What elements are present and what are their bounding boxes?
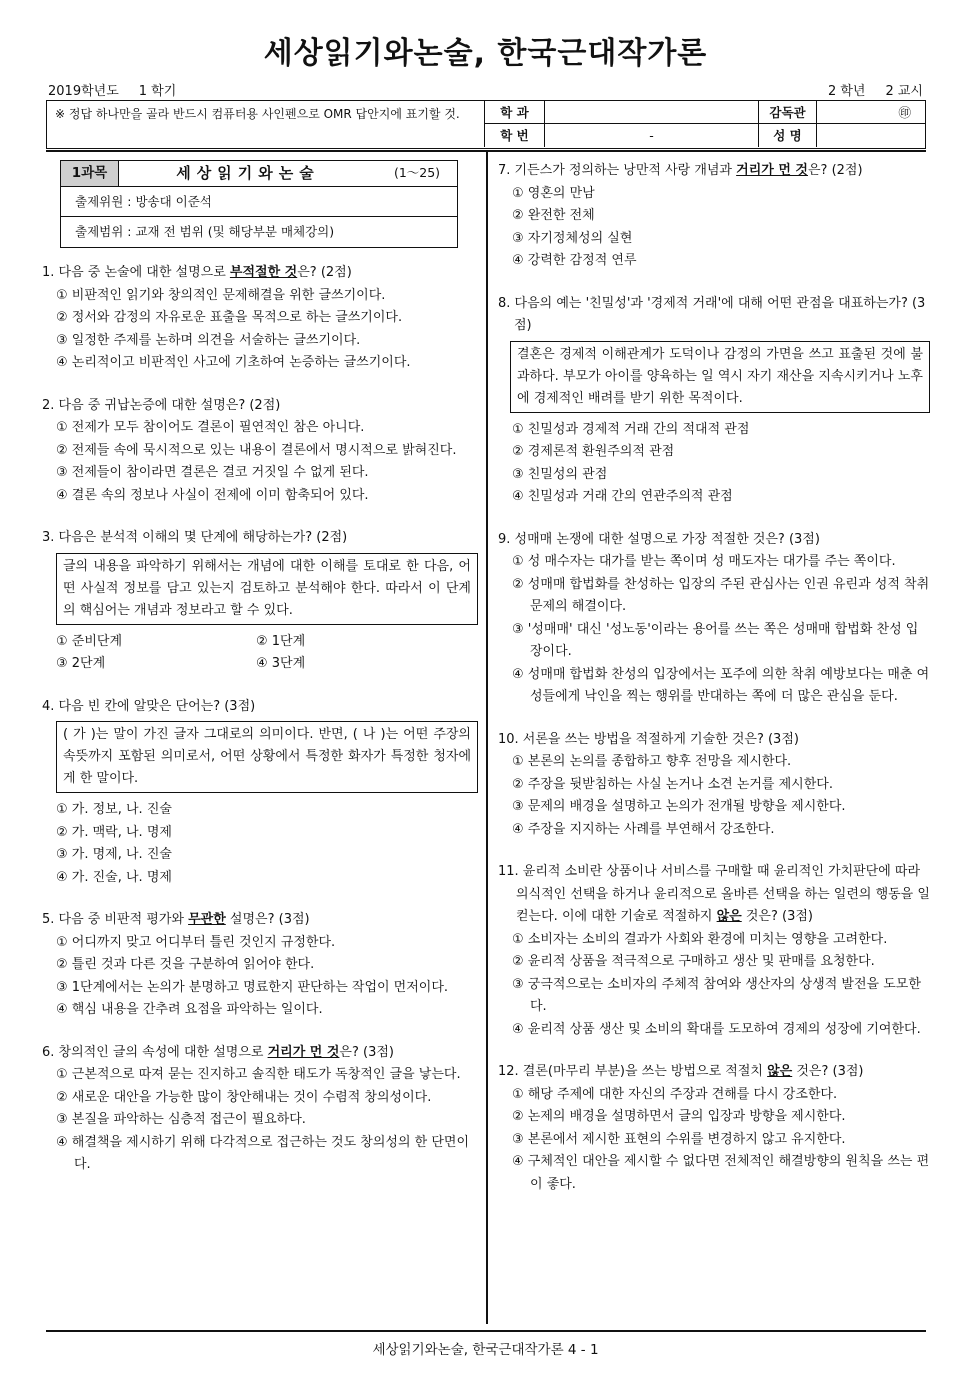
- exam-semester: 1 학기: [138, 84, 177, 99]
- option-2: ② 정서와 감정의 자유로운 표출을 목적으로 하는 글쓰기이다.: [56, 310, 403, 325]
- supervisor-seal-field[interactable]: ㊞: [898, 105, 911, 120]
- option-2: ② 성매매 합법화를 찬성하는 입장의 주된 관심사는 인권 유린과 성적 착취 문제의 해결이다.: [512, 576, 930, 614]
- column-divider: [486, 152, 488, 1324]
- option-4: ④ 해결책을 제시하기 위해 다각적으로 접근하는 것도 창의성의 한 단면이다.: [56, 1134, 470, 1172]
- option-2: ② 주장을 뒷받침하는 사실 논거나 소견 논거를 제시한다.: [512, 776, 833, 792]
- option-4: ④ 강력한 감정적 연루: [512, 253, 637, 268]
- option-3: ③ 2단계: [56, 656, 106, 671]
- emphasis: 무관한: [188, 912, 226, 927]
- option-1: ① 영혼의 만남: [512, 185, 595, 201]
- question-5: [42, 909, 478, 1022]
- question-stem: 1. 다음 중 논술에 대한 설명으로 부적절한 것은? (2점): [42, 265, 352, 280]
- subject-header: [61, 161, 457, 187]
- option-2: ② 가. 맥락, 나. 명제: [56, 824, 172, 840]
- option-2: ② 경제론적 환원주의적 관점: [512, 444, 675, 459]
- option-1: ① 준비단계: [56, 633, 123, 649]
- info-row-id: [485, 124, 925, 147]
- option-2: ② 틀린 것과 다른 것을 구분하여 읽어야 한다.: [56, 957, 315, 972]
- question-9: [498, 529, 930, 709]
- student-id-field[interactable]: -: [545, 124, 759, 147]
- option-1: ① 가. 정보, 나. 진술: [56, 802, 172, 817]
- emphasis: 않은: [716, 909, 742, 924]
- options-grid: [42, 631, 478, 676]
- student-id-label: 학 번: [485, 124, 545, 147]
- option-3: ③ 자기정체성의 실현: [512, 230, 633, 246]
- option-4: ④ 성매매 합법화 찬성의 입장에서는 포주에 의한 착취 예방보다는 매춘 여성들에게 낙인을 찍는 행위를 반대하는 쪽에 더 많은 관심을 둔다.: [512, 666, 930, 704]
- exam-period: 2 교시: [885, 84, 923, 99]
- option-1: ① 비판적인 읽기와 창의적인 문제해결을 위한 글쓰기이다.: [56, 287, 386, 303]
- right-column: [498, 160, 930, 1216]
- option-1: ① 성 매수자는 대가를 받는 쪽이며 성 매도자는 대가를 주는 쪽이다.: [512, 554, 896, 569]
- option-2: ② 전제들 속에 묵시적으로 있는 내용이 결론에서 명시적으로 밝혀진다.: [56, 442, 457, 458]
- question-stem: 8. 다음의 예는 '친밀성'과 '경제적 거래'에 대해 어떤 관점을 대표하는가? (3점): [498, 295, 926, 333]
- name-field[interactable]: [817, 124, 925, 147]
- option-2: ② 윤리적 상품을 적극적으로 구매하고 생산 및 판매를 요청한다.: [512, 954, 875, 969]
- option-4: ④ 핵심 내용을 간추려 요점을 파악하는 일이다.: [56, 1002, 323, 1017]
- subject-author: 출제위원 : 방송대 이준석: [61, 187, 457, 217]
- name-label: 성 명: [759, 124, 817, 147]
- question-7: [498, 160, 930, 273]
- emphasis: 부적절한 것: [229, 265, 298, 280]
- dept-field[interactable]: [545, 101, 759, 124]
- option-1: ① 본론의 논의를 종합하고 향후 전망을 제시한다.: [512, 754, 792, 769]
- info-row-dept: [485, 101, 925, 124]
- question-stem: 12. 결론(마무리 부분)을 쓰는 방법으로 적절치 않은 것은? (3점): [498, 1064, 864, 1079]
- option-2: ② 새로운 대안을 가능한 많이 창안해내는 것이 수렴적 창의성이다.: [56, 1089, 432, 1105]
- question-stem: 3. 다음은 분석적 이해의 몇 단계에 해당하는가? (2점): [42, 530, 348, 545]
- supervisor-label: 감독관: [759, 101, 817, 124]
- exam-grade-period: [828, 80, 923, 99]
- option-4: ④ 친밀성과 거래 간의 연관주의적 관점: [512, 489, 733, 504]
- emphasis: 거리가 먼 것: [736, 163, 808, 178]
- option-4: ④ 결론 속의 정보나 사실이 전제에 이미 함축되어 있다.: [56, 487, 369, 503]
- info-grid: [485, 101, 925, 147]
- option-2: ② 1단계: [256, 633, 306, 649]
- omr-notice: ※ 정답 하나만을 골라 반드시 컴퓨터용 사인펜으로 OMR 답안지에 표기할 것.: [47, 101, 485, 147]
- option-3: ③ 본질을 파악하는 심층적 접근이 필요하다.: [56, 1112, 306, 1127]
- footer-rule: [46, 1330, 926, 1332]
- option-1: ① 친밀성과 경제적 거래 간의 적대적 관점: [512, 421, 750, 437]
- exam-year: 2019학년도: [48, 84, 119, 99]
- option-3: ③ 문제의 배경을 설명하고 논의가 전개될 방향을 제시한다.: [512, 799, 846, 814]
- subject-scope: 출제범위 : 교재 전 범위 (및 해당부분 매체강의): [75, 224, 335, 239]
- option-3: ③ 전제들이 참이라면 결론은 결코 거짓일 수 없게 된다.: [56, 465, 369, 480]
- option-3: ③ 친밀성의 관점: [512, 466, 608, 482]
- page-footer: 세상읽기와논술, 한국근대작가론 4 - 1: [372, 1342, 599, 1358]
- option-2: ② 완전한 전체: [512, 208, 595, 223]
- dept-label: 학 과: [485, 101, 545, 124]
- exam-grade: 2 학년: [827, 84, 866, 99]
- question-8: [498, 293, 930, 509]
- exam-title: 세상읽기와논술, 한국근대작가론: [263, 36, 708, 71]
- question-stem: 4. 다음 빈 칸에 알맞은 단어는? (3점): [42, 698, 256, 714]
- question-11: [498, 861, 930, 1041]
- question-2: [42, 395, 478, 508]
- option-4: ④ 3단계: [256, 656, 306, 671]
- passage-box: 글의 내용을 파악하기 위해서는 개념에 대한 이해를 토대로 한 다음, 어떤 사실적 정보를 담고 있는지 검토하고 분석해야 한다. 따라서 이 단계의 핵심어는 개념과 정보라고 할 수 있다.: [56, 553, 478, 625]
- exam-year-semester: [48, 80, 196, 99]
- passage-box: ( 가 )는 말이 가진 글자 그대로의 의미이다. 반면, ( 나 )는 어떤 주장의 속뜻까지 포함된 의미로서, 어떤 상황에서 특정한 화자가 특정한 청자에게 한 말이다.: [56, 721, 478, 793]
- option-1: ① 근본적으로 따져 묻는 진지하고 솔직한 태도가 독창적인 글을 낳는다.: [56, 1067, 461, 1082]
- student-info-table: [46, 100, 926, 149]
- option-3: ③ '성매매' 대신 '성노동'이라는 용어를 쓰는 쪽은 성매매 합법화 찬성 입장이다.: [512, 621, 919, 659]
- left-column: [42, 160, 478, 1197]
- question-stem: 2. 다음 중 귀납논증에 대한 설명은? (2점): [42, 397, 281, 413]
- question-4: [42, 696, 478, 890]
- option-4: ④ 윤리적 상품 생산 및 소비의 확대를 도모하여 경제의 성장에 기여한다.: [512, 1021, 921, 1037]
- option-1: ① 전제가 모두 참이어도 결론이 필연적인 참은 아니다.: [56, 420, 365, 435]
- option-4: ④ 가. 진술, 나. 명제: [56, 869, 172, 885]
- question-stem: 5. 다음 중 비판적 평가와 무관한 설명은? (3점): [42, 912, 310, 927]
- option-3: ③ 가. 명제, 나. 진술: [56, 847, 172, 862]
- option-3: ③ 궁극적으로는 소비자의 주체적 참여와 생산자의 상생적 발전을 도모한다.: [512, 976, 921, 1014]
- question-stem: 11. 윤리적 소비란 상품이나 서비스를 구매할 때 윤리적인 가치판단에 따라 의식적인 선택을 하거나 윤리적으로 올바른 선택을 하는 일련의 행동을 일컫는다. 이에 대한 기술로 적절하지 않은 것은? (3점): [498, 864, 930, 924]
- option-1: ① 해당 주제에 대한 자신의 주장과 견해를 다시 강조한다.: [512, 1086, 838, 1102]
- question-12: [498, 1061, 930, 1196]
- subject-tag: 1과목: [61, 161, 119, 186]
- subject-name: 세상읽기와논술: [176, 164, 320, 183]
- emphasis: 거리가 먼 것: [267, 1044, 340, 1060]
- option-3: ③ 1단계에서는 논의가 분명하고 명료한지 판단하는 작업이 먼저이다.: [56, 979, 449, 995]
- question-3: [42, 527, 478, 676]
- option-3: ③ 본론에서 제시한 표현의 수위를 변경하지 않고 유지한다.: [512, 1131, 846, 1147]
- subject-range: (1～25): [393, 165, 441, 181]
- question-stem: 6. 창의적인 글의 속성에 대한 설명으로 거리가 먼 것은? (3점): [42, 1044, 394, 1060]
- question-10: [498, 729, 930, 842]
- question-6: [42, 1042, 478, 1177]
- option-4: ④ 주장을 지지하는 사례를 부연해서 강조한다.: [512, 821, 775, 837]
- question-stem: 10. 서론을 쓰는 방법을 적절하게 기술한 것은? (3점): [498, 731, 799, 747]
- question-1: [42, 262, 478, 375]
- option-3: ③ 일정한 주제를 논하며 의견을 서술하는 글쓰기이다.: [56, 332, 361, 348]
- option-1: ① 어디까지 맞고 어디부터 틀린 것인지 규정한다.: [56, 934, 336, 950]
- option-4: ④ 구체적인 대안을 제시할 수 없다면 전체적인 해결방향의 원칙을 쓰는 편이 좋다.: [512, 1154, 930, 1192]
- question-stem: 9. 성매매 논쟁에 대한 설명으로 가장 적절한 것은? (3점): [498, 531, 820, 547]
- passage-box: 결혼은 경제적 이해관계가 도덕이나 감정의 가면을 쓰고 표출된 것에 불과하다. 부모가 아이를 양육하는 일 역시 자기 재산을 지속시키거나 노후에 경제적인 배려를 받기 위한 목적이다.: [510, 341, 930, 413]
- option-1: ① 소비자는 소비의 결과가 사회와 환경에 미치는 영향을 고려한다.: [512, 931, 888, 947]
- subject-box: [60, 160, 458, 248]
- emphasis: 않은: [767, 1064, 793, 1079]
- option-2: ② 논제의 배경을 설명하면서 글의 입장과 방향을 제시한다.: [512, 1109, 846, 1124]
- option-4: ④ 논리적이고 비판적인 사고에 기초하여 논증하는 글쓰기이다.: [56, 355, 411, 370]
- question-stem: 7. 기든스가 정의하는 낭만적 사랑 개념과 거리가 먼 것은? (2점): [498, 163, 863, 178]
